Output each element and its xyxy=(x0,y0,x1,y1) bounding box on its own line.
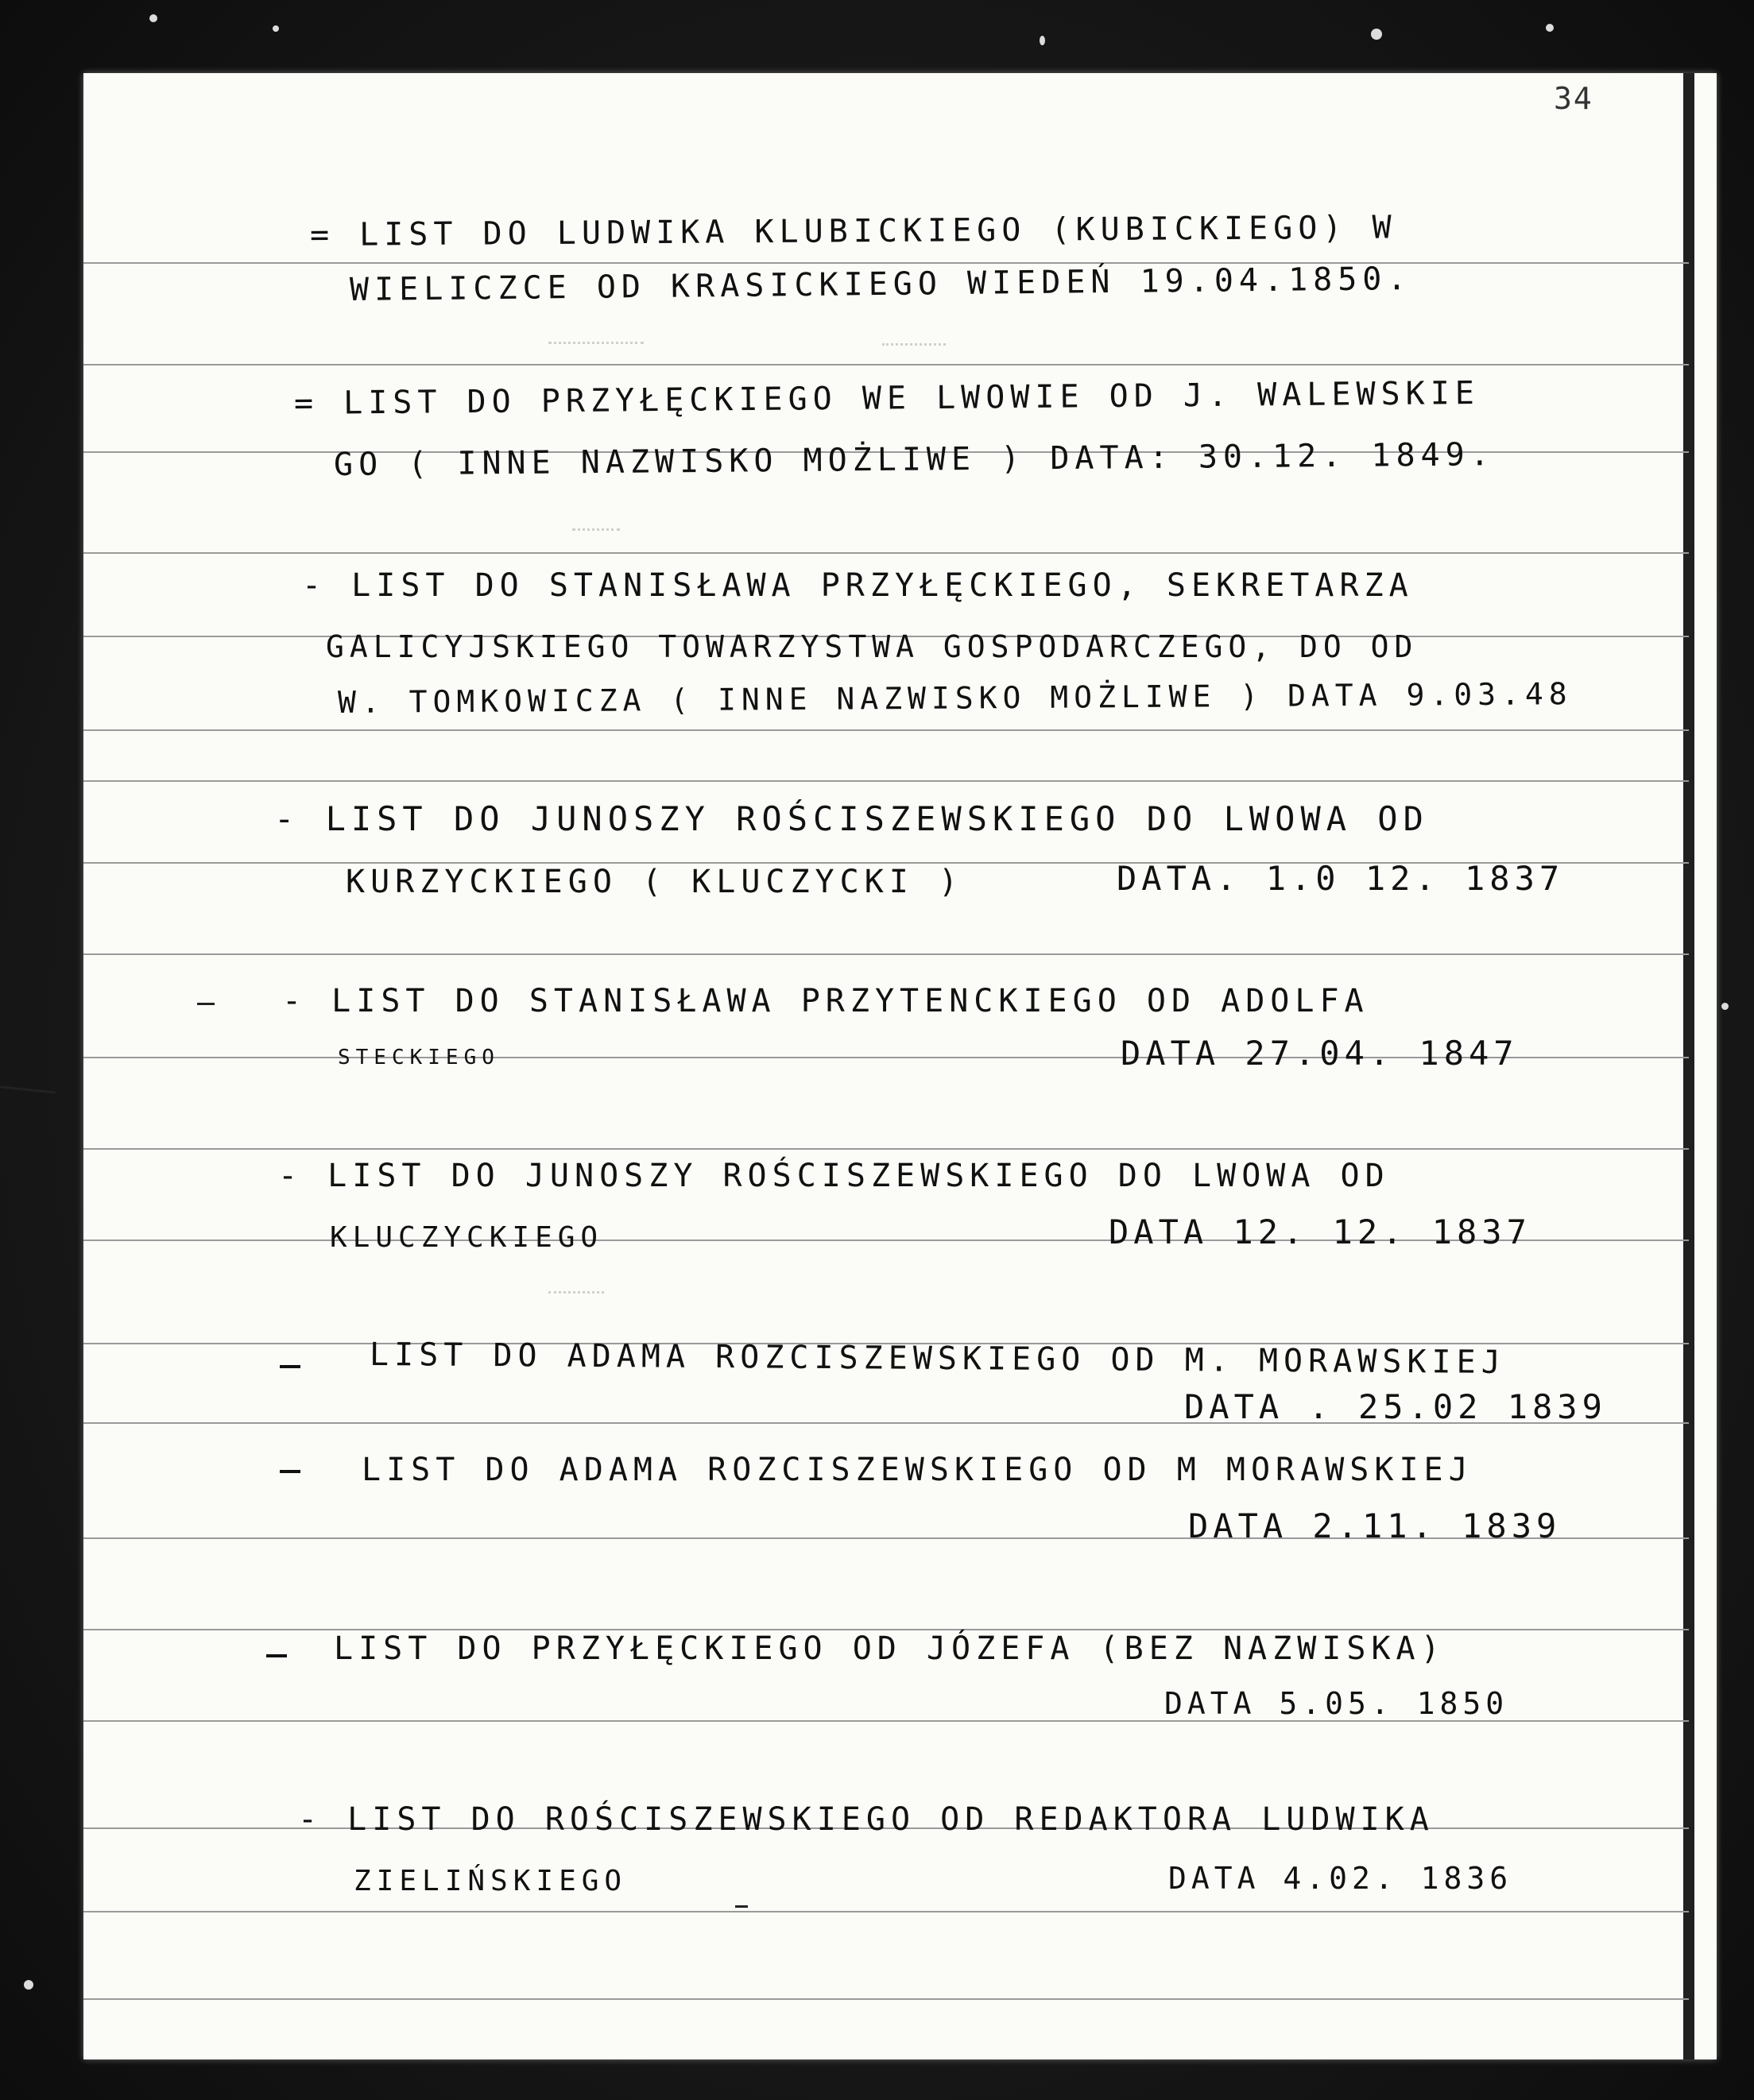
entry-10-line-1: - LIST DO ROŚCISZEWSKIEGO OD REDAKTORA LUDWIKA xyxy=(298,1801,1435,1838)
entry-8-date: DATA 2.11. 1839 xyxy=(1188,1506,1562,1545)
sheet-edge-shadow xyxy=(1683,73,1694,2059)
entry-9-line-1: LIST DO PRZYŁĘCKIEGO OD JÓZEFA (BEZ NAZWISKA) xyxy=(334,1630,1446,1667)
entry-3-line-2: GALICYJSKIEGO TOWARZYSTWA GOSPODARCZEGO, DO OD xyxy=(326,629,1419,664)
entry-5-line-2: STECKIEGO xyxy=(338,1046,500,1069)
entry-4-date: DATA. 1.0 12. 1837 xyxy=(1117,859,1565,898)
entry-2-line-2: GO ( INNE NAZWISKO MOŻLIWE ) DATA: 30.12. 1849. xyxy=(333,436,1496,483)
bleed-through-mark xyxy=(548,342,644,352)
page-number: 34 xyxy=(1554,81,1593,116)
entry-7-line-1: LIST DO ADAMA ROZCISZEWSKIEGO OD M. MORAWSKIEJ xyxy=(369,1336,1506,1381)
entry-5-date: DATA 27.04. 1847 xyxy=(1121,1034,1519,1073)
frame-speck xyxy=(24,1980,33,1990)
entry-2-line-1: = LIST DO PRZYŁĘCKIEGO WE LWOWIE OD J. WALEWSKIE xyxy=(293,374,1481,422)
entry-3-line-1: - LIST DO STANISŁAWA PRZYŁĘCKIEGO, SEKRETARZA xyxy=(302,567,1414,604)
entry-3-line-3: W. TOMKOWICZA ( INNE NAZWISKO MOŻLIWE ) DATA 9.03.48 xyxy=(337,676,1573,720)
frame-speck xyxy=(1546,24,1554,32)
frame-speck xyxy=(149,14,157,22)
margin-dash xyxy=(735,1905,748,1908)
frame-speck xyxy=(1040,36,1045,45)
frame-speck xyxy=(273,25,279,32)
entry-1-line-1: = LIST DO LUDWIKA KLUBICKIEGO (KUBICKIEGO) W xyxy=(309,209,1397,253)
entry-10-date: DATA 4.02. 1836 xyxy=(1168,1861,1513,1896)
entry-4-line-1: - LIST DO JUNOSZY ROŚCISZEWSKIEGO DO LWOWA OD xyxy=(274,799,1429,838)
frame-speck xyxy=(1721,1003,1729,1010)
bleed-through-mark xyxy=(572,528,620,539)
ruled-line xyxy=(83,729,1689,731)
entry-6-line-1: - LIST DO JUNOSZY ROŚCISZEWSKIEGO DO LWOWA OD xyxy=(278,1158,1390,1194)
entry-5-line-1: - LIST DO STANISŁAWA PRZYTENCKIEGO OD ADOLFA xyxy=(282,983,1369,1019)
entry-4-line-2: KURZYCKIEGO ( KLUCZYCKI ) xyxy=(346,864,964,900)
ruled-line xyxy=(83,1148,1689,1150)
frame-speck xyxy=(1371,29,1382,40)
entry-6-date: DATA 12. 12. 1837 xyxy=(1109,1212,1531,1251)
entry-7-bullet xyxy=(280,1365,300,1368)
entry-10-line-2: ZIELIŃSKIEGO xyxy=(354,1865,628,1897)
ruled-line xyxy=(83,1911,1689,1912)
entry-1-line-2: WIELICZCE OD KRASICKIEGO WIEDEŃ 19.04.1850. xyxy=(349,261,1412,308)
ruled-line xyxy=(83,552,1689,554)
ruled-line xyxy=(83,364,1689,365)
margin-dash xyxy=(197,1003,215,1005)
entry-7-date: DATA . 25.02 1839 xyxy=(1184,1387,1607,1426)
entry-8-line-1: LIST DO ADAMA ROZCISZEWSKIEGO OD M MORAWSKIEJ xyxy=(362,1452,1473,1488)
entry-6-line-2: KLUCZYCKIEGO xyxy=(330,1221,604,1254)
entry-8-bullet xyxy=(280,1470,300,1473)
bleed-through-mark xyxy=(882,343,946,354)
entry-9-bullet xyxy=(266,1654,287,1657)
bleed-through-mark xyxy=(548,1291,604,1301)
entry-9-date: DATA 5.05. 1850 xyxy=(1164,1686,1509,1721)
ruled-line xyxy=(83,262,1689,264)
ruled-line xyxy=(83,780,1689,782)
ruled-line xyxy=(83,953,1689,955)
ruled-line xyxy=(83,1998,1689,2000)
